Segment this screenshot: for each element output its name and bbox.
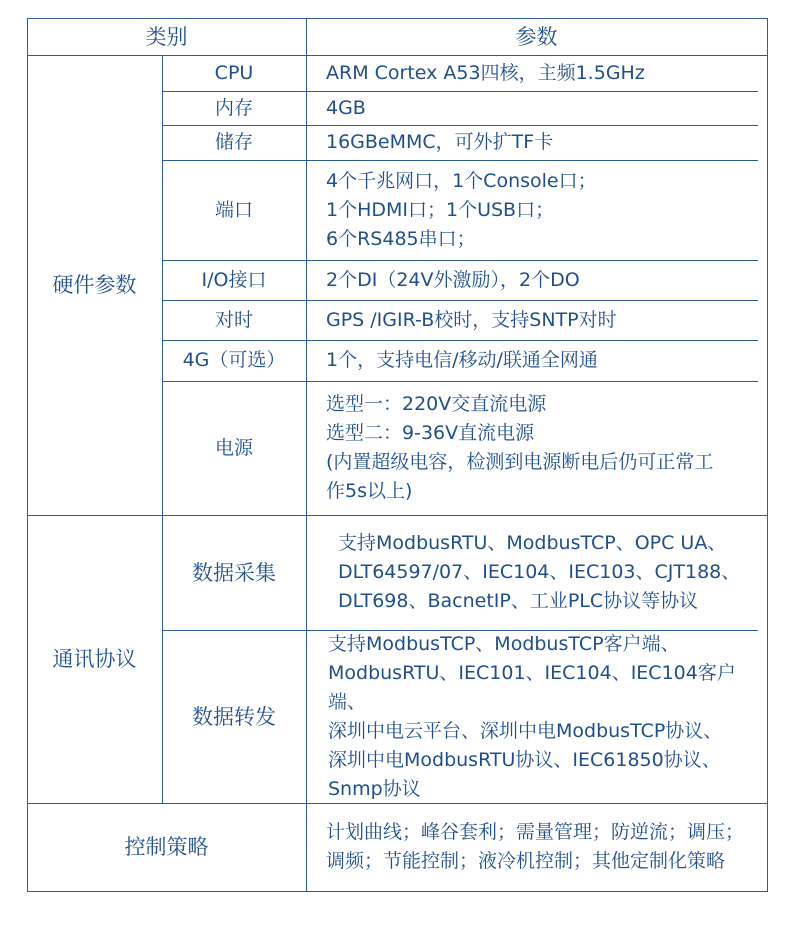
row-label-memory: 内存 bbox=[214, 96, 253, 119]
text-line: 深圳中电ModbusRTU协议、IEC61850协议、 bbox=[328, 748, 721, 771]
header-category bbox=[27, 18, 306, 55]
text-line: 作5s以上) bbox=[326, 480, 413, 502]
row-value-time: GPS /IGIR-B校时，支持SNTP对时 bbox=[326, 308, 617, 331]
text-line: 调频；节能控制；液冷机控制；其他定制化策略 bbox=[326, 850, 726, 872]
row-value-forward bbox=[328, 630, 764, 803]
group-control-label: 控制策略 bbox=[124, 835, 209, 859]
group-control bbox=[27, 803, 306, 891]
text-line: 支持ModbusRTU、ModbusTCP、OPC UA、 bbox=[338, 532, 727, 554]
row-value-4g: 1个，支持电信/移动/联通全网通 bbox=[326, 349, 598, 371]
row-label-power: 电源 bbox=[214, 436, 253, 459]
border-bottom bbox=[27, 891, 768, 892]
group-hardware bbox=[27, 55, 162, 515]
text-line: ModbusRTU、IEC101、IEC104、IEC104客户端、 bbox=[328, 661, 736, 713]
text-line: DLT698、BacnetIP、工业PLC协议等协议 bbox=[338, 590, 699, 612]
group-hardware-label: 硬件参数 bbox=[52, 273, 137, 297]
row-label-io: I/O接口 bbox=[201, 268, 267, 291]
row-label-collect: 数据采集 bbox=[192, 560, 276, 585]
row-label-time: 对时 bbox=[214, 308, 253, 331]
header-params bbox=[306, 18, 767, 55]
text-line: 深圳中电云平台、深圳中电ModbusTCP协议、 bbox=[328, 719, 723, 742]
text-line: Snmp协议 bbox=[328, 777, 421, 800]
column-divider-main bbox=[306, 18, 307, 892]
group-comm bbox=[27, 515, 162, 803]
text-line: (内置超级电容，检测到电源断电后仍可正常工 bbox=[326, 451, 714, 473]
row-value-memory: 4GB bbox=[326, 96, 366, 119]
row-value-cpu: ARM Cortex A53四核，主频1.5GHz bbox=[326, 61, 645, 84]
text-line: 6个RS485串口； bbox=[326, 227, 476, 250]
row-label-4g: 4G（可选） bbox=[182, 349, 286, 371]
text-line: 选型二：9-36V直流电源 bbox=[326, 422, 535, 444]
row-label-ports: 端口 bbox=[214, 198, 253, 221]
text-line: 选型一：220V交直流电源 bbox=[326, 393, 547, 415]
header-category-label: 类别 bbox=[145, 24, 188, 49]
group-comm-label: 通讯协议 bbox=[52, 647, 137, 671]
text-line: 4个千兆网口，1个Console口； bbox=[326, 169, 597, 192]
text-line: 支持ModbusTCP、ModbusTCP客户端、 bbox=[328, 632, 680, 655]
border-right bbox=[767, 18, 768, 892]
row-value-ports bbox=[326, 160, 758, 260]
row-value-io: 2个DI（24V外激励），2个DO bbox=[326, 268, 580, 291]
row-value-storage: 16GBeMMC，可外扩TF卡 bbox=[326, 131, 554, 153]
text-line: DLT64597/07、IEC104、IEC103、CJT188、 bbox=[338, 561, 741, 583]
row-label-storage: 储存 bbox=[214, 131, 253, 153]
text-line: 1个HDMI口；1个USB口； bbox=[326, 198, 555, 221]
row-label-forward: 数据转发 bbox=[192, 704, 276, 729]
row-value-power bbox=[326, 381, 758, 515]
row-label-cpu: CPU bbox=[214, 61, 254, 84]
text-line: 计划曲线；峰谷套利；需量管理；防逆流；调压； bbox=[326, 821, 745, 843]
header-params-label: 参数 bbox=[515, 24, 558, 49]
row-value-control bbox=[326, 803, 762, 891]
row-value-collect bbox=[338, 515, 758, 630]
